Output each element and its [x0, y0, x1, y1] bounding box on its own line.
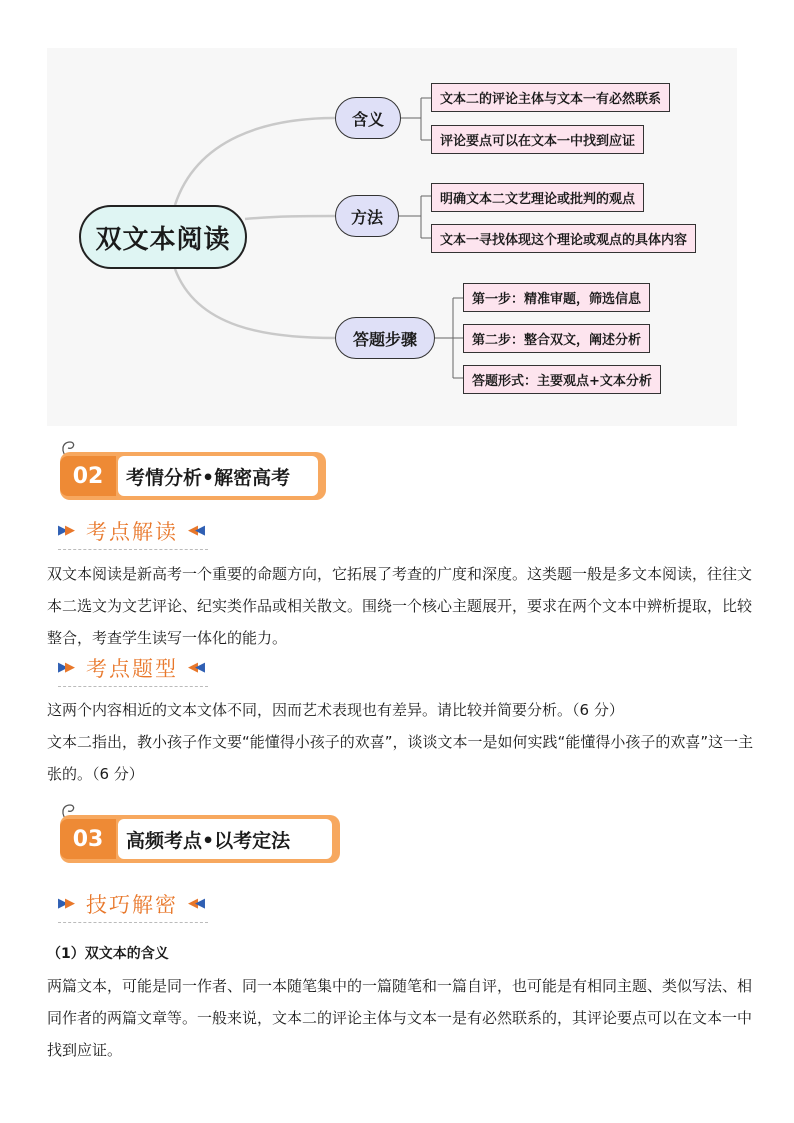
- double-arrow-right-icon: ▶▶: [58, 896, 72, 911]
- leaf-hanyi-1: 文本二的评论主体与文本一有必然联系: [431, 83, 670, 112]
- double-arrow-left-icon: ◀◀: [188, 660, 202, 675]
- double-arrow-right-icon: ▶▶: [58, 523, 72, 538]
- leaf-fangfa-2: 文本一寻找体现这个理论或观点的具体内容: [431, 224, 696, 253]
- section-number: 03: [60, 819, 116, 859]
- paragraph-hanyi-title: （1）双文本的含义: [47, 946, 169, 962]
- section-title: 高频考点•以考定法: [118, 819, 332, 859]
- leaf-buzhou-1: 第一步：精准审题，筛选信息: [463, 283, 650, 312]
- branch-fangfa: 方法: [335, 195, 399, 237]
- subhead-jiqiao-jiemi: [58, 888, 208, 923]
- subhead-label: 技巧解密: [86, 893, 178, 917]
- double-arrow-left-icon: ◀◀: [188, 523, 202, 538]
- leaf-buzhou-2: 第二步：整合双文，阐述分析: [463, 324, 650, 353]
- subhead-kaodian-jiedu: [58, 515, 208, 550]
- subhead-label: 考点解读: [86, 520, 178, 544]
- subhead-label: 考点题型: [86, 657, 178, 681]
- paragraph-jiedu: 双文本阅读是新高考一个重要的命题方向，它拓展了考查的广度和深度。这类题一般是多文本阅读，往往文本二选文为文艺评论、纪实类作品或相关散文。围绕一个核心主题展开，要求在两个文本中辨析提取，比较整合，考查学生读写一体化的能力。: [47, 565, 753, 647]
- section-banner-02: [58, 452, 328, 502]
- double-arrow-right-icon: ▶▶: [58, 660, 72, 675]
- mindmap: [47, 48, 737, 426]
- paragraph-tixing-1: 这两个内容相近的文本文体不同，因而艺术表现也有差异。请比较并简要分析。（6 分）: [47, 701, 624, 719]
- paragraph-hanyi-body: 两篇文本，可能是同一作者、同一本随笔集中的一篇随笔和一篇自评，也可能是有相同主题、类似写法、相同作者的两篇文章等。一般来说，文本二的评论主体与文本一是有必然联系的，其评论要点可以在文本一中找到应证。: [47, 977, 753, 1059]
- subhead-kaodian-tixing: [58, 652, 208, 687]
- paragraph-tixing-2: 文本二指出，教小孩子作文要“能懂得小孩子的欢喜”，谈谈文本一是如何实践“能懂得小孩子的欢喜”这一主张的。（6 分）: [47, 733, 754, 783]
- leaf-buzhou-3: 答题形式：主要观点+文本分析: [463, 365, 661, 394]
- section-number: 02: [60, 456, 116, 496]
- leaf-fangfa-1: 明确文本二文艺理论或批判的观点: [431, 183, 644, 212]
- mindmap-root: 双文本阅读: [79, 205, 247, 269]
- section-title: 考情分析•解密高考: [118, 456, 318, 496]
- leaf-hanyi-2: 评论要点可以在文本一中找到应证: [431, 125, 644, 154]
- branch-dati-buzhou: 答题步骤: [335, 317, 435, 359]
- section-banner-03: [58, 815, 342, 865]
- double-arrow-left-icon: ◀◀: [188, 896, 202, 911]
- branch-hanyi: 含义: [335, 97, 401, 139]
